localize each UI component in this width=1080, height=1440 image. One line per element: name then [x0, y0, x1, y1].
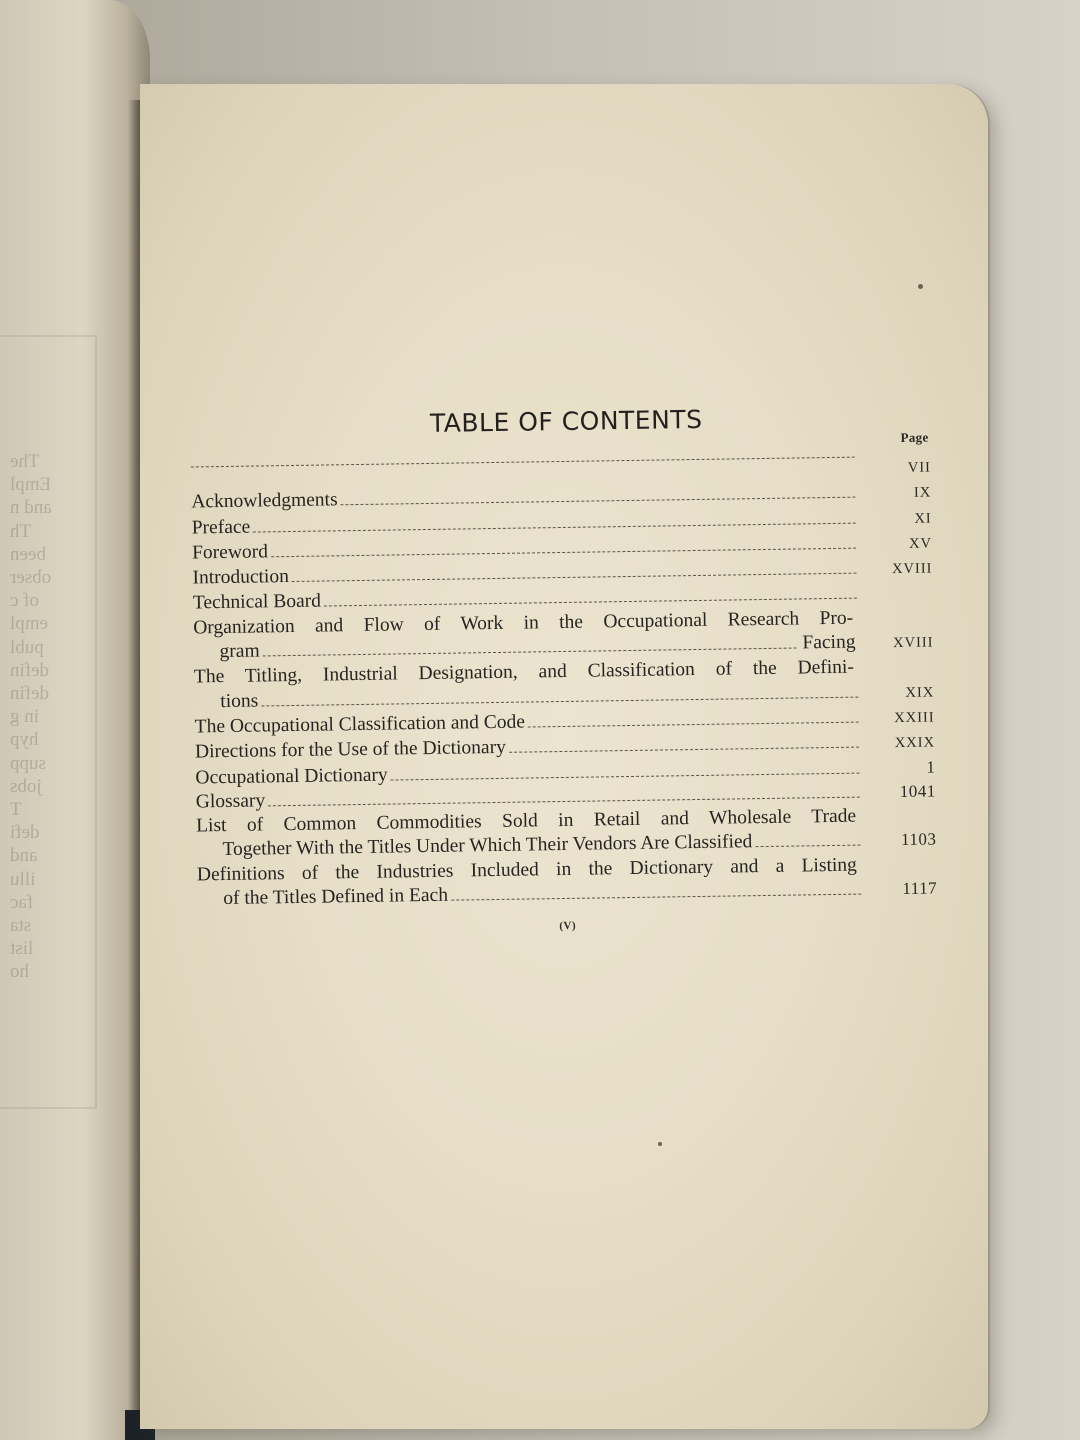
toc-entry-title: Foreword	[191, 541, 269, 564]
toc-page-number: XVIII	[892, 634, 934, 652]
toc-entry	[197, 852, 938, 912]
page-column-heading: Page	[900, 429, 929, 445]
toc-page-number: 1117	[902, 878, 938, 899]
bleed-text-line: sta	[10, 915, 32, 937]
facing-label: Facing	[802, 631, 856, 654]
bleed-text-line: publ	[10, 636, 44, 658]
toc-page-number: 1	[926, 757, 936, 777]
toc-entry-title: Occupational Dictionary	[195, 764, 388, 789]
bleed-text-line: defin	[10, 659, 50, 681]
toc-entry-title: Glossary	[195, 790, 266, 813]
dot-leader	[341, 497, 856, 506]
dot-leader	[509, 747, 859, 753]
bleed-text-line: empl	[10, 613, 48, 635]
bleed-text-line: hyp	[10, 729, 39, 751]
dot-leader	[755, 845, 860, 848]
toc-entry-title-continued: tions	[220, 690, 259, 712]
paper-speck	[658, 1142, 662, 1146]
table-of-contents	[191, 456, 938, 912]
bleed-text-line: jobs	[10, 775, 42, 797]
bleed-text-line: T	[10, 799, 22, 821]
dot-leader	[263, 648, 797, 657]
toc-page-number: XVIII	[891, 560, 933, 578]
bleed-text-line: list	[10, 938, 34, 960]
toc-entry-title: Technical Board	[192, 591, 322, 614]
bleed-text-line: The	[10, 451, 40, 472]
dot-leader	[451, 894, 861, 901]
page-content	[190, 402, 938, 938]
bleed-text-line: of c	[10, 590, 40, 612]
toc-entry-title: Directions for the Use of the Dictionary	[194, 737, 507, 763]
toc-page-number: XIX	[905, 684, 935, 701]
toc-entry-title: List of Common Commodities Sold in Retail and Wholesale Trade	[196, 805, 857, 837]
bleed-text-line: Empl	[10, 474, 52, 496]
bleed-text-line: supp	[10, 752, 46, 774]
toc-page-number: XXIII	[894, 709, 935, 727]
dot-leader	[292, 573, 857, 582]
folio-page-number: (V)	[559, 920, 577, 933]
toc-entry-title-continued: gram	[219, 640, 260, 663]
bleed-text-line: illu	[10, 868, 36, 890]
toc-entry-title: Acknowledgments	[191, 489, 338, 513]
dot-leader	[268, 796, 860, 806]
bleed-text-line: defin	[10, 683, 50, 705]
toc-page-number: XV	[908, 535, 933, 552]
toc-entry-title: Preface	[191, 516, 251, 539]
toc-page-number	[863, 598, 933, 599]
bleed-text-line: in g	[10, 706, 40, 728]
toc-entry-title-continued: of the Titles Defined in Each	[223, 884, 449, 910]
bleed-text-line: ho	[10, 961, 29, 983]
dot-leader	[191, 457, 855, 468]
bleed-text-line: and n	[10, 497, 52, 519]
bleed-text-line: fac	[10, 891, 34, 913]
paper-speck	[918, 284, 923, 289]
dot-leader	[324, 598, 857, 607]
bleed-text-line: obser	[10, 567, 52, 589]
dot-leader	[261, 696, 858, 706]
toc-entry-title: Introduction	[192, 566, 290, 589]
toc-entry-title: Definitions of the Industries Included in the Dictionary and a Listing	[196, 854, 857, 886]
bleed-text-line: defi	[10, 822, 40, 844]
toc-page-number: XXIX	[894, 734, 936, 752]
dot-leader	[528, 722, 859, 728]
toc-page-number: VII	[907, 459, 932, 476]
toc-entry-title: The Titling, Industrial Designation, and Classification of the Defini-	[193, 657, 855, 688]
toc-entry-title: Organization and Flow of Work in the Occupational Research Pro-	[193, 607, 854, 639]
dot-leader	[271, 548, 856, 558]
toc-page-number: 1041	[899, 781, 936, 801]
bleed-text-line: been	[10, 543, 46, 565]
bleed-text-line: and	[10, 845, 38, 867]
toc-page-number: 1103	[900, 829, 937, 850]
toc-entry-title-continued: Together With the Titles Under Which Their Vendors Are Classified	[222, 831, 753, 861]
toc-entry-title: The Occupational Classification and Code	[194, 711, 526, 738]
book-page	[140, 84, 988, 1429]
page-title: TABLE OF CONTENTS	[429, 404, 703, 438]
dot-leader	[391, 772, 860, 780]
toc-page-number: IX	[913, 484, 932, 502]
dot-leader	[253, 522, 855, 532]
toc-page-number: XI	[914, 510, 932, 527]
bleed-text-line: Th	[10, 520, 32, 542]
left-page-bleed-text	[0, 450, 130, 984]
